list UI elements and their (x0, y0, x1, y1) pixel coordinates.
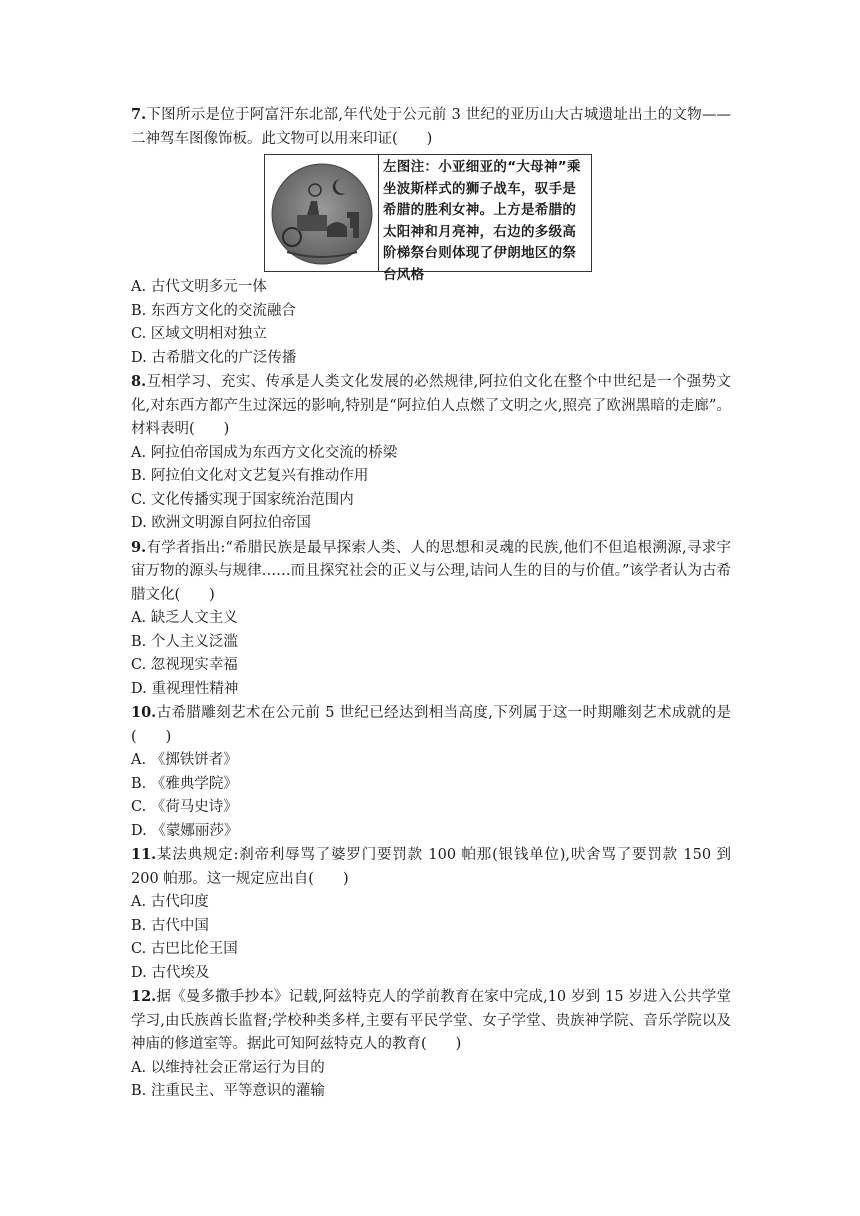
option-d: D. 古希腊文化的广泛传播 (131, 349, 297, 366)
artifact-plaque-image (265, 155, 379, 271)
option-a: A. 以维持社会正常运行为目的 (131, 1059, 325, 1076)
option-b: B. 《雅典学院》 (131, 775, 238, 792)
question-stem (131, 985, 731, 1057)
question-stem (131, 103, 731, 151)
question-12 (131, 985, 731, 1104)
plaque-illustration (267, 157, 377, 269)
question-text: 古希腊雕刻艺术在公元前 5 世纪已经达到相当高度,下列属于这一时期雕刻艺术成就的是( ) (131, 705, 731, 745)
question-stem (131, 370, 731, 442)
question-text: 据《曼多撒手抄本》记载,阿兹特克人的学前教育在家中完成,10 岁到 15 岁进入公共学堂学习,由氏族酋长监督;学校种类多样,主要有平民学堂、女子学堂、贵族神学院、音乐学院以及神庙的修道室等。据此可知阿兹特克人的教育( ) (131, 989, 731, 1052)
option-b: B. 东西方文化的交流融合 (131, 302, 296, 319)
question-number: 7. (131, 106, 147, 123)
option-a: A. 缺乏人文主义 (131, 610, 238, 626)
question-stem (131, 843, 731, 891)
question-text: 下图所示是位于阿富汗东北部,年代处于公元前 3 世纪的亚历山大古城遗址出土的文物——二神驾车图像饰板。此文物可以用来印证( ) (131, 107, 731, 147)
option-c: C. 古巴比伦王国 (131, 941, 238, 957)
question-text: 有学者指出:“希腊民族是最早探索人类、人的思想和灵魂的民族,他们不但追根溯源,寻求宇宙万物的源头与规律……而且探究社会的正义与公理,诘问人生的目的与价值。”该学者认为古希腊文化( ) (131, 539, 731, 603)
question-stem (131, 536, 731, 608)
question-number: 8. (131, 373, 147, 390)
option-d: D. 《蒙娜丽莎》 (131, 822, 239, 839)
question-7 (131, 103, 731, 370)
artifact-figure (264, 154, 592, 283)
option-c: C. 《荷马史诗》 (131, 799, 238, 815)
option-a: A. 《掷铁饼者》 (131, 752, 238, 768)
question-number: 9. (131, 538, 147, 556)
question-10 (131, 701, 731, 843)
question-number: 12. (131, 988, 157, 1005)
option-b: B. 阿拉伯文化对文艺复兴有推动作用 (131, 468, 369, 484)
figure-caption: 左图注：小亚细亚的“大母神”乘坐波斯样式的狮子战车，驭手是希腊的胜利女神。上方是希腊的太阳神和月亮神，右边的多级高阶梯祭台则体现了伊朗地区的祭台风格 (383, 159, 581, 283)
option-c: C. 文化传播实现于国家统治范围内 (131, 491, 354, 508)
option-a: A. 古代印度 (131, 894, 209, 910)
question-number: 11. (131, 846, 157, 863)
question-stem (131, 701, 731, 749)
exam-page (131, 103, 731, 1104)
question-11 (131, 843, 731, 985)
question-8 (131, 370, 731, 536)
option-a: A. 古代文明多元一体 (131, 279, 267, 295)
option-d: D. 重视理性精神 (131, 680, 239, 697)
option-c: C. 忽视现实幸福 (131, 657, 238, 673)
option-b: B. 个人主义泛滥 (131, 633, 238, 650)
option-a: A. 阿拉伯帝国成为东西方文化交流的桥梁 (131, 444, 398, 461)
option-c: C. 区域文明相对独立 (131, 326, 267, 342)
question-text: 某法典规定:刹帝利辱骂了婆罗门要罚款 100 帕那(银钱单位),吠舍骂了要罚款 150 到 200 帕那。这一规定应出自( ) (131, 847, 731, 887)
option-d: D. 古代埃及 (131, 964, 210, 981)
question-number: 10. (131, 704, 157, 721)
question-text: 互相学习、充实、传承是人类文化发展的必然规律,阿拉伯文化在整个中世纪是一个强势文化,对东西方都产生过深远的影响,特别是“阿拉伯人点燃了文明之火,照亮了欧洲黑暗的走廊”。材料表明( ) (131, 374, 731, 437)
option-b: B. 古代中国 (131, 917, 209, 934)
option-d: D. 欧洲文明源自阿拉伯帝国 (131, 515, 311, 531)
option-b: B. 注重民主、平等意识的灌输 (131, 1083, 325, 1099)
question-9 (131, 536, 731, 702)
